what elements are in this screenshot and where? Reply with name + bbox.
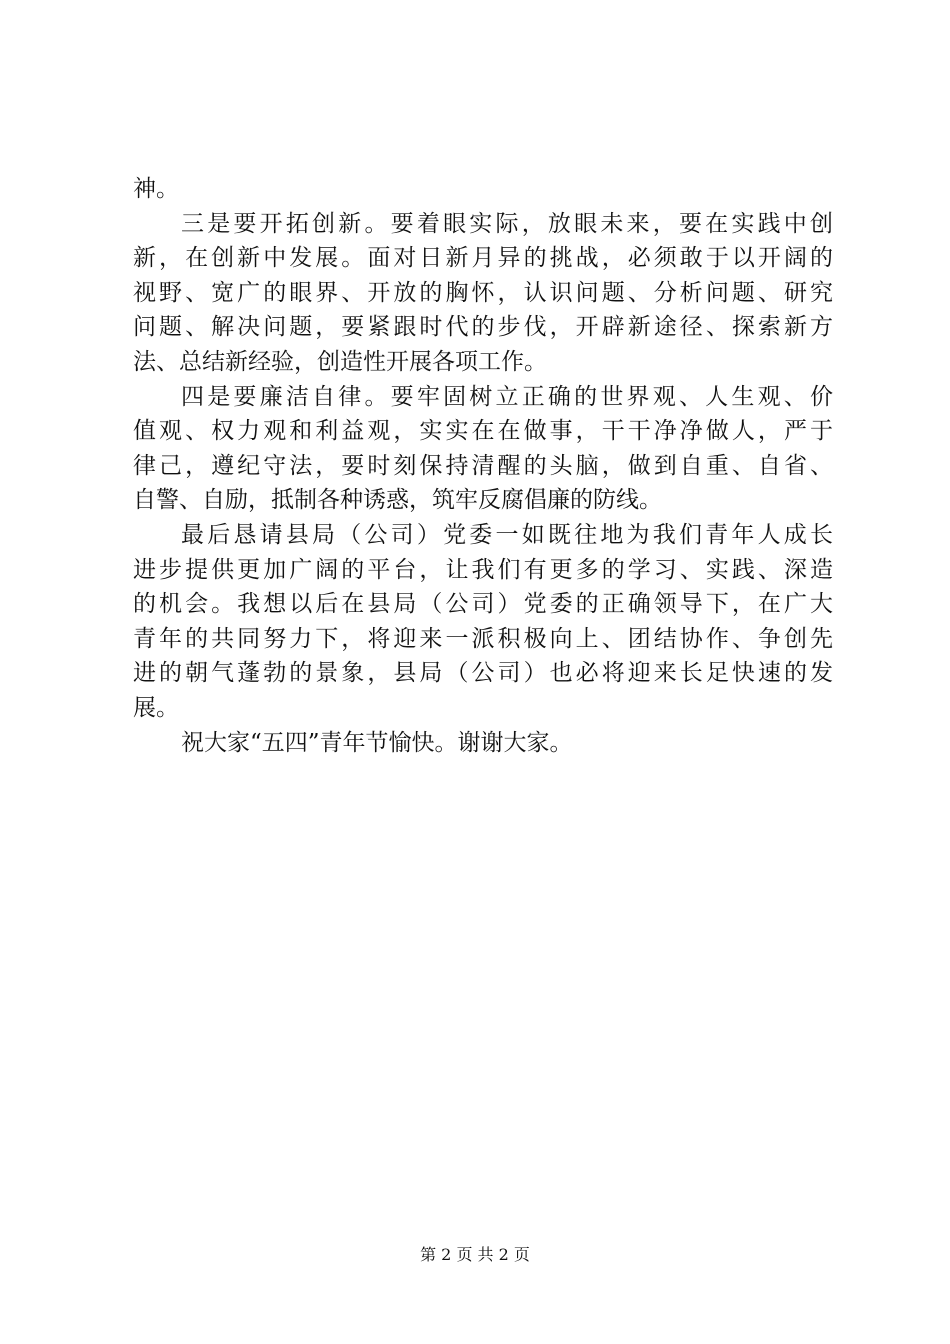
text-line: 祝大家“五四”青年节愉快。谢谢大家。 xyxy=(181,729,573,756)
text-line: 展。 xyxy=(133,694,179,721)
body-text xyxy=(133,172,833,760)
text-line: 四是要廉洁自律。要牢固树立正确的世界观、人生观、价 xyxy=(181,383,833,410)
text-line: 神。 xyxy=(133,176,179,202)
text-line: 三是要开拓创新。要着眼实际，放眼未来，要在实践中创 xyxy=(181,210,833,237)
text-line: 新，在创新中发展。面对日新月异的挑战，必须敢于以开阔的 xyxy=(133,245,833,272)
text-line: 青年的共同努力下，将迎来一派积极向上、团结协作、争创先 xyxy=(133,625,833,652)
page-number-footer: 第 2 页 共 2 页 xyxy=(420,1245,530,1264)
text-line: 律己，遵纪守法，要时刻保持清醒的头脑，做到自重、自省、 xyxy=(133,452,833,479)
text-line: 问题、解决问题，要紧跟时代的步伐，开辟新途径、探索新方 xyxy=(133,314,833,341)
text-line: 值观、权力观和利益观，实实在在做事，干干净净做人，严于 xyxy=(133,418,833,445)
text-line: 自警、自励，抵制各种诱惑，筑牢反腐倡廉的防线。 xyxy=(133,487,662,514)
text-line: 法、总结新经验，创造性开展各项工作。 xyxy=(133,348,547,375)
text-line: 最后恳请县局（公司）党委一如既往地为我们青年人成长 xyxy=(181,521,833,548)
text-line: 进步提供更加广阔的平台，让我们有更多的学习、实践、深造 xyxy=(133,556,833,583)
text-line: 的机会。我想以后在县局（公司）党委的正确领导下，在广大 xyxy=(133,591,833,618)
text-line: 视野、宽广的眼界、开放的胸怀，认识问题、分析问题、研究 xyxy=(133,279,833,306)
text-line: 进的朝气蓬勃的景象，县局（公司）也必将迎来长足快速的发 xyxy=(133,660,833,687)
